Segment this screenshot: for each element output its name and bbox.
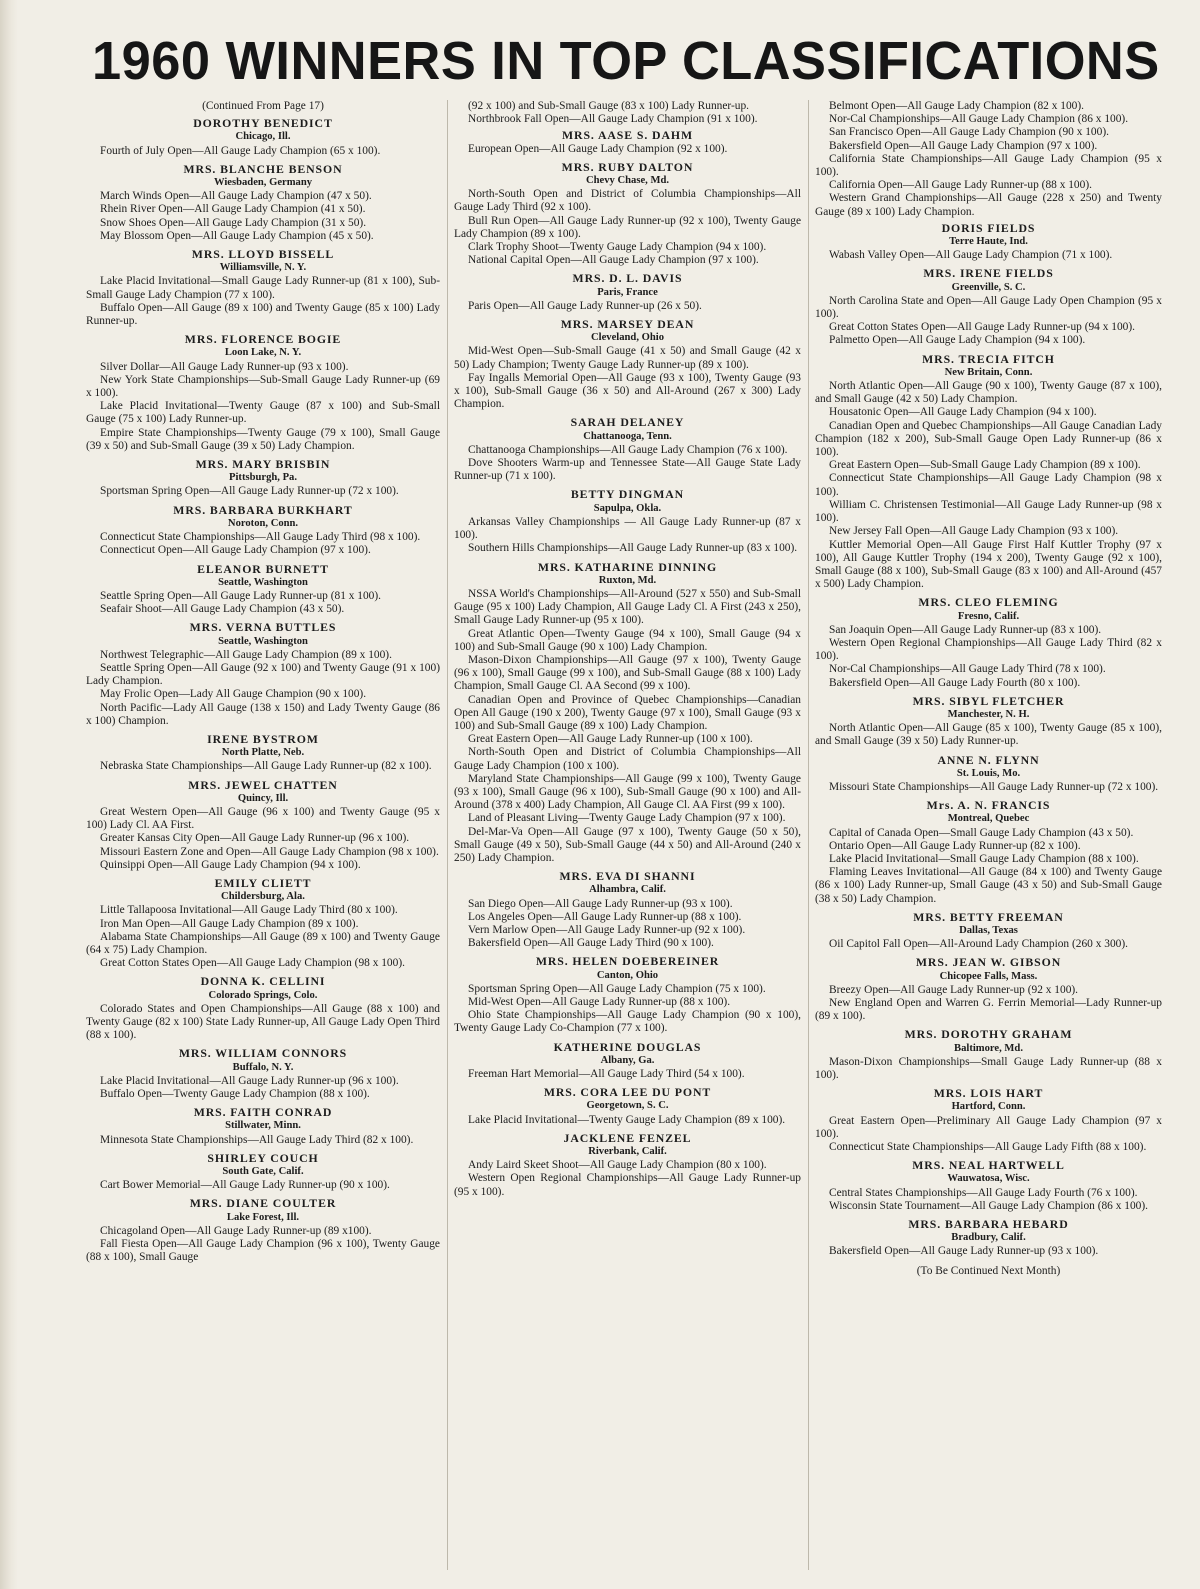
column-1: [86, 100, 440, 1570]
winner-location: Alhambra, Calif.: [589, 884, 666, 896]
result-entry: New York State Championships—Sub-Small Gauge Lady Runner-up (69 x 100).: [86, 373, 440, 400]
result-entry: Nebraska State Championships—All Gauge Lady Runner-up (82 x 100).: [100, 760, 432, 773]
result-entry: Kuttler Memorial Open—All Gauge First Half Kuttler Trophy (97 x 100), All Gauge Kuttler Trophy (194 x 200), Twenty Gauge (92 x 100), Small Gauge (88 x 100), Sub-Small Gauge (83 x 100) and All-Around (457 x 500) Lady Champion.: [815, 538, 1162, 591]
result-entry: Missouri State Championships—All Gauge Lady Runner-up (72 x 100).: [829, 780, 1159, 793]
result-entry: Land of Pleasant Living—Twenty Gauge Lady Champion (97 x 100).: [468, 812, 786, 825]
result-entry: Paris Open—All Gauge Lady Runner-up (26 x 50).: [468, 299, 702, 312]
result-entry: Quinsippi Open—All Gauge Lady Champion (94 x 100).: [100, 858, 361, 871]
result-entry: Southern Hills Championships—All Gauge Lady Runner-up (83 x 100).: [468, 542, 798, 555]
winner-location: Pittsburgh, Pa.: [229, 472, 297, 484]
result-entry: Great Eastern Open—Preliminary All Gauge Lady Champion (97 x 100).: [815, 1114, 1162, 1140]
result-entry: Clark Trophy Shoot—Twenty Gauge Lady Champion (94 x 100).: [468, 241, 767, 254]
result-entry: Flaming Leaves Invitational—All Gauge (84 x 100) and Twenty Gauge (86 x 100) Lady Runner-up, Small Gauge (43 x 50) and Sub-Small Gauge (38 x 50) Lady Champion.: [815, 866, 1162, 905]
result-entry: European Open—All Gauge Lady Champion (92 x 100).: [468, 142, 728, 155]
result-entry: Silver Dollar—All Gauge Lady Runner-up (93 x 100).: [100, 360, 349, 373]
winner-location: Wauwatosa, Wisc.: [947, 1173, 1030, 1185]
result-entry: Wabash Valley Open—All Gauge Lady Champion (71 x 100).: [829, 249, 1113, 262]
winner-entry: [454, 161, 801, 268]
winner-location: Montreal, Quebec: [947, 813, 1030, 825]
result-entry: Capital of Canada Open—Small Gauge Lady Champion (43 x 50).: [829, 826, 1134, 839]
result-entry: Missouri Eastern Zone and Open—All Gauge Lady Champion (98 x 100).: [100, 845, 439, 858]
result-entry: Seattle Spring Open—All Gauge (92 x 100) and Twenty Gauge (91 x 100) Lady Champion.: [86, 661, 440, 688]
winner-entry: [815, 754, 1162, 795]
result-entry: Arkansas Valley Championships — All Gauge Lady Runner-up (87 x 100).: [454, 515, 801, 542]
result-entry: Nor-Cal Championships—All Gauge Lady Third (78 x 100).: [829, 663, 1106, 676]
winner-entry: [86, 877, 440, 970]
result-entry: Mid-West Open—All Gauge Lady Runner-up (88 x 100).: [468, 996, 731, 1008]
carryover-entry: Bakersfield Open—All Gauge Lady Champion (97 x 100).: [829, 139, 1098, 152]
winner-entry: [815, 353, 1162, 592]
winner-name: MRS. NEAL HARTWELL: [912, 1158, 1065, 1173]
result-entry: Palmetto Open—All Gauge Lady Champion (94 x 100).: [829, 334, 1086, 347]
winner-entry: [454, 955, 801, 1035]
result-entry: New England Open and Warren G. Ferrin Memorial—Lady Runner-up (89 x 100).: [815, 997, 1162, 1023]
winner-entry: [86, 1197, 440, 1264]
result-entry: Cart Bower Memorial—All Gauge Lady Runner-up (90 x 100).: [100, 1179, 390, 1192]
result-entry: Andy Laird Skeet Shoot—All Gauge Lady Champion (80 x 100).: [468, 1159, 767, 1172]
winner-name: ANNE N. FLYNN: [937, 752, 1040, 767]
winner-entry: [86, 563, 440, 617]
result-entry: Minnesota State Championships—All Gauge Lady Third (82 x 100).: [100, 1133, 414, 1146]
winner-entry: [86, 733, 440, 774]
carryover-entry: (92 x 100) and Sub-Small Gauge (83 x 100) Lady Runner-up.: [468, 100, 750, 112]
winner-entry: [815, 1028, 1162, 1082]
winner-location: Chicopee Falls, Mass.: [939, 970, 1038, 982]
winner-location: Ruxton, Md.: [598, 574, 657, 586]
winner-name: MRS. CORA LEE DU PONT: [543, 1085, 712, 1100]
winner-entry: [454, 1132, 801, 1199]
winner-location: Hartford, Conn.: [951, 1101, 1026, 1113]
result-entry: North-South Open and District of Columbia Championships—All Gauge Lady Champion (100 x 100).: [454, 746, 801, 772]
winner-entry: [454, 416, 801, 483]
column-2-winners: [454, 129, 801, 1198]
winner-name: MRS. KATHARINE DINNING: [537, 559, 718, 574]
page-headline: 1960 WINNERS IN TOP CLASSIFICATIONS: [92, 31, 1160, 91]
result-entry: Wisconsin State Tournament—All Gauge Lady Champion (86 x 100).: [829, 1199, 1148, 1212]
winner-location: Georgetown, S. C.: [586, 1100, 669, 1112]
winner-location: Seattle, Washington: [218, 635, 308, 647]
winner-entry: [86, 1047, 440, 1101]
carryover-entry: Western Grand Championships—All Gauge (228 x 250) and Twenty Gauge (89 x 100) Lady Champion.: [815, 192, 1162, 218]
winner-location: Sapulpa, Okla.: [593, 502, 662, 514]
winner-location: Fresno, Calif.: [957, 610, 1020, 622]
result-entry: May Frolic Open—Lady All Gauge Champion (90 x 100).: [100, 688, 367, 701]
winner-entry: [86, 333, 440, 453]
winner-entry: [454, 272, 801, 313]
winner-entry: [454, 1041, 801, 1082]
winner-location: Loon Lake, N. Y.: [224, 347, 302, 359]
result-entry: North-South Open and District of Columbia Championships—All Gauge Lady Third (92 x 100).: [454, 188, 801, 214]
result-entry: Western Open Regional Championships—All Gauge Lady Third (82 x 100).: [815, 636, 1162, 663]
result-entry: Great Western Open—All Gauge (96 x 100) and Twenty Gauge (95 x 100) Lady Cl. AA First.: [86, 805, 440, 832]
result-entry: Dove Shooters Warm-up and Tennessee State—All Gauge State Lady Runner-up (71 x 100).: [454, 457, 801, 483]
result-entry: Bull Run Open—All Gauge Lady Runner-up (92 x 100), Twenty Gauge Lady Champion (89 x 100).: [454, 214, 801, 240]
winner-entry: [454, 1086, 801, 1127]
result-entry: Mid-West Open—Sub-Small Gauge (41 x 50) and Small Gauge (42 x 50) Lady Champion; Twenty Gauge Lady Runner-up (89 x 100).: [454, 345, 801, 371]
winner-location: New Britain, Conn.: [944, 366, 1033, 378]
result-entry: Buffalo Open—All Gauge (89 x 100) and Twenty Gauge (85 x 100) Lady Runner-up.: [86, 301, 440, 328]
carryover-entry: Nor-Cal Championships—All Gauge Lady Champion (86 x 100).: [829, 113, 1129, 126]
carryover-entry: Northbrook Fall Open—All Gauge Lady Champion (91 x 100).: [468, 113, 758, 126]
winner-location: South Gate, Calif.: [222, 1166, 304, 1178]
winner-entry: [454, 561, 801, 866]
winner-entry: [815, 596, 1162, 689]
result-entry: Oil Capitol Fall Open—All-Around Lady Champion (260 x 300).: [829, 938, 1128, 951]
result-entry: March Winds Open—All Gauge Lady Champion (47 x 50).: [100, 190, 372, 203]
result-entry: Great Eastern Open—All Gauge Lady Runner-up (100 x 100).: [468, 733, 753, 746]
result-entry: Vern Marlow Open—All Gauge Lady Runner-up (92 x 100).: [468, 923, 746, 936]
result-entry: Fall Fiesta Open—All Gauge Lady Champion (96 x 100), Twenty Gauge (88 x 100), Small Gauge: [86, 1238, 440, 1264]
winner-name: MRS. FAITH CONRAD: [193, 1105, 333, 1120]
winner-name: DONNA K. CELLINI: [200, 974, 326, 989]
result-entry: New Jersey Fall Open—All Gauge Lady Champion (93 x 100).: [829, 525, 1119, 538]
winner-name: MRS. TRECIA FITCH: [922, 351, 1055, 366]
winner-entry: [815, 1087, 1162, 1154]
winner-entry: [815, 956, 1162, 1023]
winner-entry: [86, 621, 440, 728]
result-entry: Connecticut State Championships—All Gauge Lady Fifth (88 x 100).: [829, 1141, 1147, 1154]
winner-entry: [86, 248, 440, 328]
winner-name: DOROTHY BENEDICT: [193, 116, 333, 131]
result-entry: Canadian Open and Province of Quebec Championships—Canadian Open All Gauge (190 x 200), Twenty Gauge (97 x 100), Small Gauge (93 x 100) and Sub-Small Gauge (89 x 100) Lady Champion.: [454, 693, 801, 732]
result-entry: Canadian Open and Quebec Championships—All Gauge Canadian Lady Champion (182 x 200), Sub-Small Gauge Open Lady Runner-up (86 x 100).: [815, 419, 1162, 459]
winner-entry: [454, 488, 801, 555]
result-entry: Breezy Open—All Gauge Lady Runner-up (92 x 100).: [829, 983, 1079, 996]
result-entry: Great Eastern Open—Sub-Small Gauge Lady Champion (89 x 100).: [829, 459, 1141, 472]
result-entry: Del-Mar-Va Open—All Gauge (97 x 100), Twenty Gauge (50 x 50), Small Gauge (49 x 50), Sub-Small Gauge (44 x 50) and All-Around (240 x 250) Lady Champion.: [454, 825, 801, 864]
continued-from-note: (Continued From Page 17): [202, 100, 324, 112]
carryover-entry: San Francisco Open—All Gauge Lady Champion (90 x 100).: [829, 126, 1109, 139]
winner-name: JACKLENE FENZEL: [563, 1130, 692, 1145]
winner-name: MRS. BETTY FREEMAN: [913, 909, 1064, 924]
result-entry: Mason-Dixon Championships—All Gauge (97 x 100), Twenty Gauge (96 x 100), Small Gauge (99 x 100), and Sub-Small Gauge (88 x 100) Lady Champion, Small Gauge Cl. AA Second (99 x 100).: [454, 653, 801, 693]
winner-entry: [815, 799, 1162, 906]
winner-location: Childersburg, Ala.: [221, 891, 305, 903]
winner-entry: [815, 222, 1162, 263]
winner-name: MRS. FLORENCE BOGIE: [184, 332, 342, 347]
result-entry: Lake Placid Invitational—All Gauge Lady Runner-up (96 x 100).: [100, 1074, 399, 1087]
winner-location: Bradbury, Calif.: [951, 1232, 1026, 1244]
winner-entry: [454, 870, 801, 950]
result-entry: Lake Placid Invitational—Small Gauge Lady Runner-up (81 x 100), Sub-Small Gauge Lady Champion (77 x 100).: [86, 275, 440, 301]
result-entry: May Blossom Open—All Gauge Lady Champion (45 x 50).: [100, 229, 374, 242]
winner-entry: [86, 1152, 440, 1193]
winner-location: Dallas, Texas: [959, 924, 1018, 936]
winner-name: MRS. BARBARA BURKHART: [173, 502, 353, 517]
result-entry: North Carolina State and Open—All Gauge Lady Open Champion (95 x 100).: [815, 294, 1162, 321]
winner-location: Noroton, Conn.: [227, 517, 299, 529]
winner-location: Albany, Ga.: [600, 1054, 655, 1066]
result-entry: NSSA World's Championships—All-Around (527 x 550) and Sub-Small Gauge (95 x 100) Lady Champion, All Gauge Lady Cl. A First (243 x 250), Small Gauge Lady Runner-up (95 x 100).: [454, 587, 801, 627]
winner-name: MRS. LLOYD BISSELL: [191, 247, 335, 262]
winner-name: DORIS FIELDS: [941, 220, 1036, 235]
result-entry: Mason-Dixon Championships—Small Gauge Lady Runner-up (88 x 100).: [815, 1055, 1162, 1082]
result-entry: Lake Placid Invitational—Twenty Gauge Lady Champion (89 x 100).: [468, 1113, 786, 1126]
result-entry: Bakersfield Open—All Gauge Lady Runner-up (93 x 100).: [829, 1245, 1099, 1258]
winner-name: ELEANOR BURNETT: [197, 561, 329, 576]
winner-name: MRS. JEWEL CHATTEN: [188, 777, 338, 792]
winner-entry: [454, 318, 801, 411]
result-entry: Ohio State Championships—All Gauge Lady Champion (90 x 100), Twenty Gauge Lady Co-Champion (77 x 100).: [454, 1009, 801, 1035]
winner-entry: [815, 911, 1162, 952]
result-entry: Fay Ingalls Memorial Open—All Gauge (93 x 100), Twenty Gauge (93 x 100), Sub-Small Gauge (36 x 50) and All-Around (267 x 300) Lady Champion.: [454, 371, 801, 411]
winner-location: Stillwater, Minn.: [225, 1120, 301, 1132]
result-entry: National Capital Open—All Gauge Lady Champion (97 x 100).: [468, 254, 759, 267]
winner-location: Colorado Springs, Colo.: [208, 989, 318, 1001]
result-entry: Ontario Open—All Gauge Lady Runner-up (82 x 100).: [829, 839, 1081, 852]
result-entry: Lake Placid Invitational—Small Gauge Lady Champion (88 x 100).: [829, 852, 1139, 865]
winner-name: MRS. DIANE COULTER: [189, 1196, 337, 1211]
result-entry: Great Cotton States Open—All Gauge Lady Champion (98 x 100).: [100, 957, 405, 970]
result-entry: Rhein River Open—All Gauge Lady Champion (41 x 50).: [100, 203, 366, 216]
winner-entry: [86, 975, 440, 1042]
result-entry: Sportsman Spring Open—All Gauge Lady Runner-up (72 x 100).: [100, 485, 399, 498]
result-entry: Snow Shoes Open—All Gauge Lady Champion (31 x 50).: [100, 216, 367, 229]
winner-entry: [86, 117, 440, 158]
result-entry: Empire State Championships—Twenty Gauge (79 x 100), Small Gauge (39 x 50) and Sub-Small Gauge (39 x 50) Lady Champion.: [86, 426, 440, 452]
result-entry: Northwest Telegraphic—All Gauge Lady Champion (89 x 100).: [100, 648, 392, 661]
results-columns: [86, 100, 1162, 1570]
winner-name: IRENE BYSTROM: [207, 731, 319, 746]
winner-location: Canton, Ohio: [596, 969, 659, 981]
winner-location: Chattanooga, Tenn.: [583, 430, 672, 442]
winner-entry: [86, 163, 440, 243]
result-entry: North Atlantic Open—All Gauge (90 x 100), Twenty Gauge (87 x 100), and Small Gauge (42 x 50) Lady Champion.: [815, 380, 1162, 406]
result-entry: North Pacific—Lady All Gauge (138 x 150) and Lady Twenty Gauge (86 x 100) Champion.: [86, 701, 440, 727]
result-entry: Central States Championships—All Gauge Lady Fourth (76 x 100).: [829, 1186, 1138, 1199]
page-binding-edge: [0, 0, 18, 1589]
result-entry: Great Atlantic Open—Twenty Gauge (94 x 100), Small Gauge (94 x 100) and Sub-Small Gauge (90 x 100) Lady Champion.: [454, 627, 801, 653]
winner-name: MRS. IRENE FIELDS: [923, 266, 1054, 281]
winner-entry: [815, 695, 1162, 749]
result-entry: Housatonic Open—All Gauge Lady Champion (94 x 100).: [829, 406, 1097, 419]
result-entry: Connecticut State Championships—All Gauge Lady Champion (98 x 100).: [815, 472, 1162, 498]
winner-name: MRS. CLEO FLEMING: [918, 595, 1059, 610]
winner-location: Manchester, N. H.: [947, 708, 1030, 720]
result-entry: Alabama State Championships—All Gauge (89 x 100) and Twenty Gauge (64 x 75) Lady Champion.: [86, 930, 440, 956]
winner-name: MRS. VERNA BUTTLES: [189, 620, 337, 635]
winner-name: KATHERINE DOUGLAS: [553, 1039, 702, 1054]
carryover-entry: California Open—All Gauge Lady Runner-up (88 x 100).: [829, 179, 1092, 192]
winner-entry: [86, 779, 440, 872]
winner-location: Williamsville, N. Y.: [219, 262, 307, 274]
result-entry: Maryland State Championships—All Gauge (99 x 100), Twenty Gauge (93 x 100), Small Gauge (96 x 100), Sub-Small Gauge (90 x 100) and All-Around (378 x 400) Lady Champion, All Gauge Cl. AA First (99 x 100).: [454, 772, 801, 812]
winner-entry: [815, 267, 1162, 347]
winner-name: MRS. D. L. DAVIS: [572, 271, 683, 286]
result-entry: Western Open Regional Championships—All Gauge Lady Runner-up (95 x 100).: [454, 1172, 801, 1198]
winner-name: MRS. AASE S. DAHM: [562, 128, 693, 143]
winner-name: BETTY DINGMAN: [570, 487, 685, 502]
result-entry: Great Cotton States Open—All Gauge Lady Runner-up (94 x 100).: [829, 321, 1135, 334]
column-1-winners: [86, 117, 440, 1264]
column-2: [447, 100, 801, 1570]
winner-entry: [86, 1106, 440, 1147]
winner-location: Greenville, S. C.: [951, 281, 1026, 293]
winner-location: North Platte, Neb.: [221, 747, 305, 759]
result-entry: Little Tallapoosa Invitational—All Gauge Lady Third (80 x 100).: [100, 904, 398, 917]
result-entry: Colorado States and Open Championships—All Gauge (88 x 100) and Twenty Gauge (82 x 100) State Lady Runner-up, All Gauge Lady Open Third (88 x 100).: [86, 1002, 440, 1042]
result-entry: Freeman Hart Memorial—All Gauge Lady Third (54 x 100).: [468, 1068, 745, 1081]
winner-location: Baltimore, Md.: [954, 1042, 1023, 1054]
winner-location: Buffalo, N. Y.: [232, 1061, 294, 1073]
winner-name: MRS. DOROTHY GRAHAM: [904, 1027, 1073, 1042]
result-entry: North Atlantic Open—All Gauge (85 x 100), Twenty Gauge (85 x 100), and Small Gauge (39 x 50) Lady Runner-up.: [815, 722, 1162, 748]
continued-next-note: (To Be Continued Next Month): [916, 1264, 1061, 1277]
winner-name: SHIRLEY COUCH: [207, 1150, 319, 1165]
winner-name: MRS. BARBARA HEBARD: [908, 1217, 1069, 1232]
result-entry: Chicagoland Open—All Gauge Lady Runner-up (89 x100).: [100, 1224, 372, 1237]
result-entry: Los Angeles Open—All Gauge Lady Runner-up (88 x 100).: [468, 910, 742, 923]
winner-location: Paris, France: [597, 286, 658, 298]
winner-name: MRS. JEAN W. GIBSON: [915, 955, 1062, 970]
result-entry: Lake Placid Invitational—Twenty Gauge (87 x 100) and Sub-Small Gauge (75 x 100) Lady Runner-up.: [86, 400, 440, 426]
result-entry: Bakersfield Open—All Gauge Lady Fourth (80 x 100).: [829, 676, 1081, 689]
winner-name: MRS. MARSEY DEAN: [560, 317, 695, 332]
winner-name: MRS. SIBYL FLETCHER: [912, 693, 1065, 708]
winner-location: Chevy Chase, Md.: [586, 175, 669, 187]
result-entry: Connecticut Open—All Gauge Lady Champion (97 x 100).: [100, 544, 371, 557]
result-entry: Chattanooga Championships—All Gauge Lady Champion (76 x 100).: [468, 443, 788, 456]
winner-location: Lake Forest, Ill.: [226, 1211, 300, 1223]
result-entry: Connecticut State Championships—All Gauge Lady Third (98 x 100).: [100, 531, 421, 544]
carryover-entry: Belmont Open—All Gauge Lady Champion (82 x 100).: [829, 100, 1084, 112]
column-3-winners: [815, 222, 1162, 1259]
column-3: [808, 100, 1162, 1570]
winner-location: Cleveland, Ohio: [591, 332, 664, 344]
winner-entry: [815, 1218, 1162, 1259]
result-entry: Iron Man Open—All Gauge Lady Champion (89 x 100).: [100, 917, 359, 930]
result-entry: Fourth of July Open—All Gauge Lady Champion (65 x 100).: [100, 144, 381, 157]
winner-location: Chicago, Ill.: [235, 131, 291, 143]
winner-name: MRS. BLANCHE BENSON: [183, 161, 343, 176]
winner-name: EMILY CLIETT: [214, 875, 312, 890]
result-entry: Buffalo Open—Twenty Gauge Lady Champion (88 x 100).: [100, 1088, 370, 1101]
result-entry: William C. Christensen Testimonial—All Gauge Lady Runner-up (98 x 100).: [815, 498, 1162, 525]
winner-name: MRS. RUBY DALTON: [561, 159, 694, 174]
winner-name: MRS. EVA DI SHANNI: [559, 869, 696, 884]
winner-location: Riverbank, Calif.: [588, 1146, 667, 1158]
winner-location: Wiesbaden, Germany: [213, 177, 313, 189]
winner-entry: [86, 458, 440, 499]
winner-name: Mrs. A. N. FRANCIS: [926, 798, 1051, 813]
winner-entry: [815, 1159, 1162, 1213]
winner-location: Quincy, Ill.: [237, 792, 289, 804]
result-entry: Bakersfield Open—All Gauge Lady Third (90 x 100).: [468, 937, 714, 950]
winner-name: SARAH DELANEY: [570, 415, 685, 430]
winner-entry: [454, 129, 801, 155]
result-entry: San Joaquin Open—All Gauge Lady Runner-up (83 x 100).: [829, 623, 1102, 636]
winner-name: MRS. MARY BRISBIN: [195, 457, 331, 472]
result-entry: Seafair Shoot—All Gauge Lady Champion (43 x 50).: [100, 603, 345, 616]
winner-location: Seattle, Washington: [218, 576, 308, 588]
result-entry: San Diego Open—All Gauge Lady Runner-up (93 x 100).: [468, 897, 733, 910]
winner-entry: [86, 504, 440, 558]
winner-name: MRS. WILLIAM CONNORS: [178, 1046, 348, 1061]
result-entry: Sportsman Spring Open—All Gauge Lady Champion (75 x 100).: [468, 982, 766, 995]
winner-name: MRS. LOIS HART: [933, 1086, 1044, 1101]
result-entry: Greater Kansas City Open—All Gauge Lady Runner-up (96 x 100).: [100, 832, 410, 845]
winner-location: Terre Haute, Ind.: [949, 236, 1028, 248]
winner-location: St. Louis, Mo.: [956, 767, 1021, 779]
carryover-entry: California State Championships—All Gauge Lady Champion (95 x 100).: [815, 152, 1162, 179]
winner-name: MRS. HELEN DOEBEREINER: [535, 954, 720, 969]
result-entry: Seattle Spring Open—All Gauge Lady Runner-up (81 x 100).: [100, 589, 382, 602]
